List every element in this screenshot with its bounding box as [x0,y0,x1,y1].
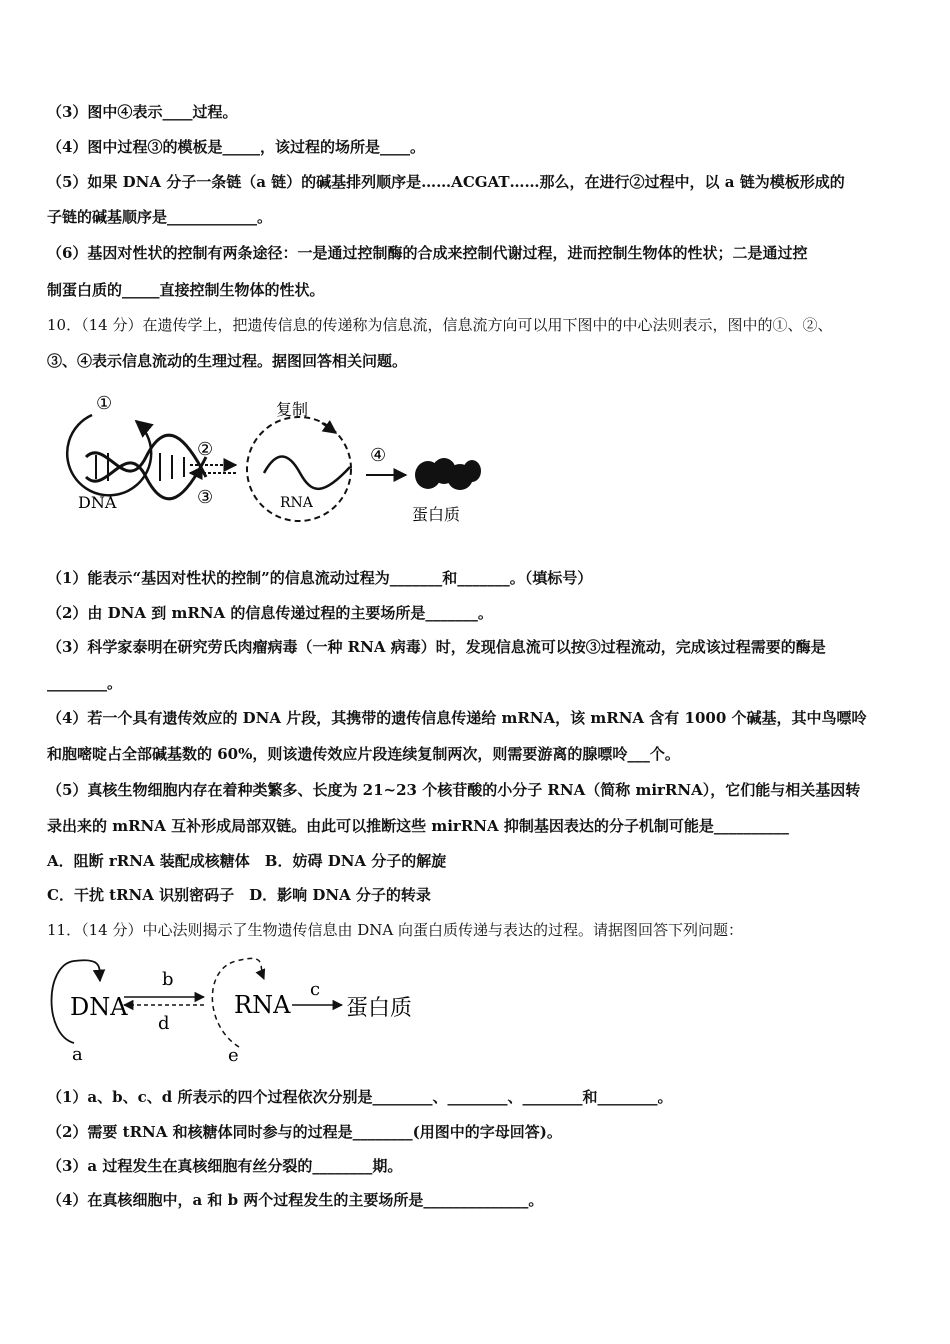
q9-part5-line1: （5）如果 DNA 分子一条链（a 链）的碱基排列顺序是……ACGAT……那么，在进行②过程中，以 a 链为模板形成的 [47,173,845,191]
q10-part1: （1）能表示“基因对性状的控制”的信息流动过程为_______和_______。（填标号） [47,569,593,587]
q11-central-dogma-figure [44,955,444,1070]
label-3: ③ [197,487,214,508]
q11-part2: （2）需要 tRNA 和核糖体同时参与的过程是________(用图中的字母回答)。 [47,1123,562,1141]
replicate-label: 复制 [276,400,309,419]
label-2: ② [197,439,214,460]
q11-part1: （1）a、b、c、d 所表示的四个过程依次分别是________、________、________和________。 [47,1088,673,1106]
q11-stem: 11．（14 分）中心法则揭示了生物遗传信息由 DNA 向蛋白质传递与表达的过程。请据图回答下列问题： [47,921,743,939]
q10-part2: （2）由 DNA 到 mRNA 的信息传递过程的主要场所是_______。 [47,604,493,622]
q11-part4: （4）在真核细胞中，a 和 b 两个过程发生的主要场所是______________。 [47,1191,544,1209]
protein-label: 蛋白质 [412,505,461,524]
replication-loop-arrow [67,415,151,495]
label-1: ① [96,393,113,414]
q9-part6-line2: 制蛋白质的_____直接控制生物体的性状。 [47,281,325,299]
q10-options-cd: C．干扰 tRNA 识别密码子 D．影响 DNA 分子的转录 [47,886,431,904]
q11-part3: （3）a 过程发生在真核细胞有丝分裂的________期。 [47,1157,403,1175]
rna-label: RNA [280,495,313,511]
q10-stem-line2: ③、④表示信息流动的生理过程。据图回答相关问题。 [47,352,408,370]
q10-part4-line1: （4）若一个具有遗传效应的 DNA 片段，其携带的遗传信息传递给 mRNA，该 mRNA 含有 1000 个碱基，其中鸟嘌呤 [47,709,867,727]
q9-part4: （4）图中过程③的模板是_____，该过程的场所是____。 [47,138,425,156]
label-e: e [228,1045,239,1066]
label-d: d [158,1013,170,1034]
rna-label: RNA [234,991,291,1019]
q9-part3: （3）图中④表示____过程。 [47,103,238,121]
q10-part5-line2: 录出来的 mRNA 互补形成局部双链。由此可以推断这些 mirRNA 抑制基因表达的分子机制可能是__________ [47,817,789,835]
q10-central-dogma-figure [44,385,494,530]
q9-part5-line2: 子链的碱基顺序是____________。 [47,208,273,226]
protein-label: 蛋白质 [346,996,413,1021]
dna-helix-icon [86,435,206,499]
dna-label: DNA [78,493,117,512]
q10-part3-line1: （3）科学家泰明在研究劳氏肉瘤病毒（一种 RNA 病毒）时，发现信息流可以按③过程流动，完成该过程需要的酶是 [47,638,826,656]
label-4: ④ [370,445,387,466]
q9-part6-line1: （6）基因对性状的控制有两条途径：一是通过控制酶的合成来控制代谢过程，进而控制生物体的性状；二是通过控 [47,244,808,262]
dna-label: DNA [70,993,128,1021]
rna-strand-icon [264,457,350,489]
q10-options-ab: A．阻断 rRNA 装配成核糖体 B．妨碍 DNA 分子的解旋 [47,852,447,870]
q10-part3-line2: ________。 [47,674,123,692]
label-b: b [162,969,174,990]
q10-stem-line1: 10．（14 分）在遗传学上，把遗传信息的传递称为信息流，信息流方向可以用下图中的中心法则表示，图中的①、②、 [47,316,833,334]
label-a: a [72,1044,83,1065]
q10-part5-line1: （5）真核生物细胞内存在着种类繁多、长度为 21~23 个核苷酸的小分子 RNA（简称 mirRNA），它们能与相关基因转 [47,781,861,799]
label-c: c [310,979,321,1000]
q10-part4-line2: 和胞嘧啶占全部碱基数的 60%，则该遗传效应片段连续复制两次，则需要游离的腺嘌呤___个。 [47,745,680,763]
protein-blob-icon [415,458,481,490]
